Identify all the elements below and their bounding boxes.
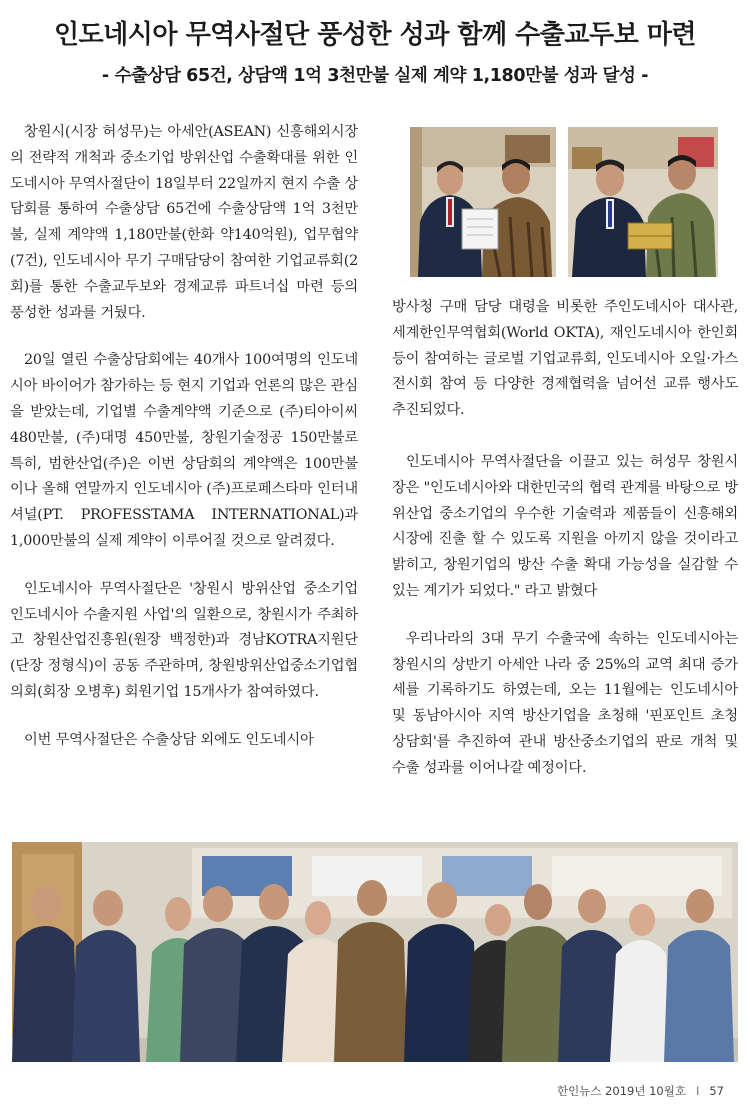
paragraph: 우리나라의 3대 무기 수출국에 속하는 인도네시아는 창원시의 상반기 아세안 나라 중 25%의 교역 최대 증가세를 기록하기도 하였는데, 오는 11월에는 인도네시아 및 동남아시아 지역 방산기업을 초청해 '핀포인트 초청 상담회'를 추진하여 관내 방산중소기업의 판로 개척 및 수출 성과를 이어나갈 예정이다. (392, 630, 738, 776)
photo-certificate-exchange (410, 127, 556, 277)
right-column-top (392, 295, 738, 446)
right-column (392, 450, 738, 804)
group-photo (12, 842, 738, 1062)
publication-name: 한인뉴스 2019년 10월호 (556, 1084, 686, 1098)
paragraph: 인도네시아 무역사절단을 이끌고 있는 허성무 창원시장은 "인도네시아와 대한민국의 협력 관계를 바탕으로 방위산업 중소기업의 우수한 기술력과 제품들이 신흥해외 시장에 진출 할 수 있도록 지원을 아끼지 않을 것이라고 밝히고, 창원기업의 방산 수출 확대 가능성을 실감할 수 있는 계기가 되었다." 라고 밝혔다 (392, 454, 738, 599)
paragraph: 인도네시아 무역사절단은 '창원시 방위산업 중소기업 인도네시아 수출지원 사업'의 일환으로, 창원시가 주최하고 창원산업진흥원(원장 백정한)과 경남KOTRA지원단(단장 정형식)이 공동 주관하며, 창원방위산업중소기업협의회(회장 오병후) 회원기업 15개사가 참여하였다. (10, 580, 358, 700)
article-title: 인도네시아 무역사절단 풍성한 성과 함께 수출교두보 마련 (53, 20, 697, 50)
article-subtitle: - 수출상담 65건, 상담액 1억 3천만불 실제 계약 1,180만불 성과 달성 - (101, 66, 649, 86)
paragraph: 창원시(시장 허성무)는 아세안(ASEAN) 신흥해외시장의 전략적 개척과 중소기업 방위산업 수출확대를 위한 인도네시아 무역사절단이 18일부터 22일까지 현지 수출 상담회를 통하여 수출상담 65건에 수출상담액 1억 3천만불, 실제 계약액 1,180만불(한화 약140억원), 업무협약(7건), 인도네시아 무기 구매담당이 참여한 기업교류회(2회)를 통한 수출교두보와 경제교류 파트너십 마련 등의 풍성한 성과를 거뒀다. (10, 124, 358, 321)
page-number: 57 (709, 1084, 724, 1098)
paragraph: 이번 무역사절단은 수출상담 외에도 인도네시아 (24, 731, 314, 748)
left-column (10, 120, 358, 754)
page-footer (557, 1083, 724, 1099)
photo-gift-exchange (568, 127, 718, 277)
paragraph: 방사청 구매 담당 대령을 비롯한 주인도네시아 대사관, 세계한인무역협회(World OKTA), 재인도네시아 한인회 등이 참여하는 글로벌 기업교류회, 인도네시아 오일·가스 전시회 참여 등 다양한 경제협력을 넘어선 교류 행사도 추진되었다. (392, 299, 738, 419)
footer-separator: I (695, 1084, 700, 1098)
paragraph: 20일 열린 수출상담회에는 40개사 100여명의 인도네시아 바이어가 참가하는 등 현지 기업과 언론의 많은 관심을 받았는데, 기업별 수출계약액 기준으로 (주)티아이씨 480만불, (주)대명 450만불, 창원기술정공 150만불로 특히, 범한산업(주)은 이번 상담회의 계약액은 100만불이나 올해 연말까지 인도네시아 (주)프로페스타마 인터내셔널(PT. PROFESSTAMA INTERNATIONAL)과 1,000만불의 실제 계약이 이루어질 것으로 알려졌다. (10, 352, 358, 549)
